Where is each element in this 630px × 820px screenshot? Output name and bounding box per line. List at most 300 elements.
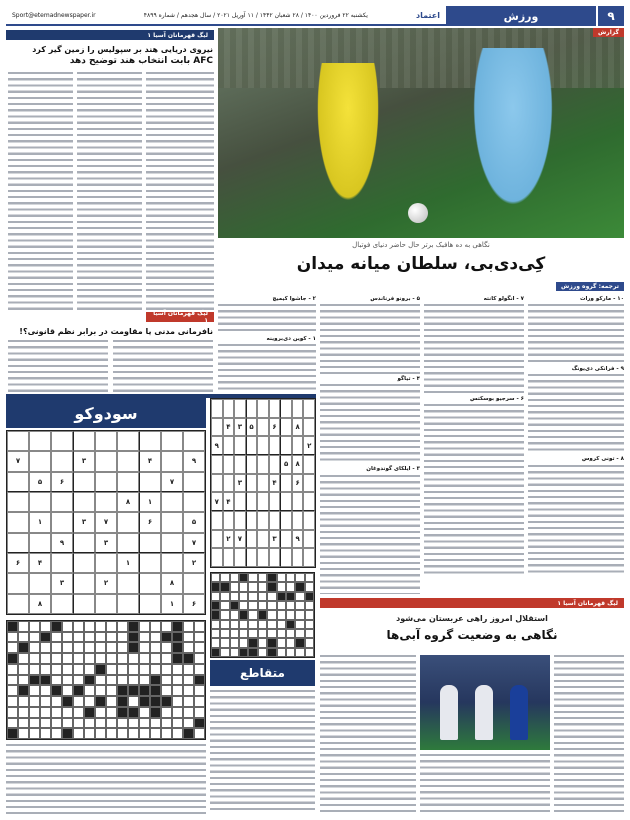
crossword-cell[interactable] — [286, 629, 295, 638]
crossword-cell[interactable] — [73, 707, 84, 718]
crossword-cell[interactable] — [18, 621, 29, 632]
sudoku-cell[interactable]: ۷ — [7, 451, 29, 471]
crossword-cell[interactable] — [194, 696, 205, 707]
crossword-cell[interactable] — [18, 664, 29, 675]
sudoku-cell[interactable] — [95, 492, 117, 512]
crossword-cell[interactable] — [172, 718, 183, 729]
crossword-cell[interactable] — [239, 610, 248, 619]
crossword-cell[interactable] — [29, 653, 40, 664]
crossword-cell[interactable] — [73, 642, 84, 653]
sudoku-cell[interactable]: ۵ — [280, 455, 292, 474]
crossword-cell[interactable] — [211, 582, 220, 591]
sudoku-cell[interactable]: ۹ — [183, 451, 205, 471]
crossword-cell[interactable] — [277, 648, 286, 657]
crossword-cell[interactable] — [277, 610, 286, 619]
crossword-cell[interactable] — [7, 675, 18, 686]
crossword-cell[interactable] — [211, 648, 220, 657]
crossword-cell[interactable] — [84, 675, 95, 686]
sudoku-cell[interactable] — [51, 553, 73, 573]
crossword-cell[interactable] — [51, 653, 62, 664]
sudoku-cell[interactable] — [257, 548, 269, 567]
sudoku-cell[interactable] — [161, 553, 183, 573]
sudoku-cell[interactable]: ۱ — [117, 553, 139, 573]
crossword-cell[interactable] — [295, 573, 304, 582]
crossword-cell[interactable] — [29, 675, 40, 686]
sudoku-cell[interactable] — [73, 472, 95, 492]
crossword-cell[interactable] — [7, 718, 18, 729]
crossword-cell[interactable] — [220, 610, 229, 619]
sudoku-cell[interactable] — [211, 548, 223, 567]
sudoku-cell[interactable] — [29, 451, 51, 471]
crossword-cell[interactable] — [220, 620, 229, 629]
crossword-cell[interactable] — [117, 675, 128, 686]
sudoku-cell[interactable] — [95, 451, 117, 471]
crossword-cell[interactable] — [40, 675, 51, 686]
crossword-cell[interactable] — [29, 632, 40, 643]
sudoku-cell[interactable] — [7, 492, 29, 512]
crossword-cell[interactable] — [248, 620, 257, 629]
sudoku-cell[interactable] — [303, 418, 315, 437]
sudoku-cell[interactable] — [246, 492, 258, 511]
crossword-cell[interactable] — [267, 610, 276, 619]
sudoku-cell[interactable] — [292, 548, 304, 567]
sudoku-cell[interactable] — [280, 530, 292, 549]
sudoku-cell[interactable] — [292, 436, 304, 455]
crossword-cell[interactable] — [139, 728, 150, 739]
crossword-cell[interactable] — [73, 653, 84, 664]
crossword-cell[interactable] — [150, 718, 161, 729]
crossword-cell[interactable] — [150, 621, 161, 632]
crossword-cell[interactable] — [62, 696, 73, 707]
sudoku-grid[interactable] — [6, 430, 206, 615]
sudoku-cell[interactable] — [7, 431, 29, 451]
sudoku-cell[interactable] — [234, 455, 246, 474]
crossword-cell[interactable] — [73, 675, 84, 686]
crossword-cell[interactable] — [211, 610, 220, 619]
crossword-cell[interactable] — [248, 592, 257, 601]
crossword-cell[interactable] — [128, 696, 139, 707]
crossword-cell[interactable] — [230, 648, 239, 657]
sudoku-cell[interactable]: ۶ — [139, 512, 161, 532]
crossword-cell[interactable] — [73, 728, 84, 739]
crossword-cell[interactable] — [230, 582, 239, 591]
crossword-cell[interactable] — [51, 718, 62, 729]
sudoku-cell[interactable]: ۹ — [51, 533, 73, 553]
crossword-cell[interactable] — [286, 573, 295, 582]
sudoku-cell[interactable] — [280, 548, 292, 567]
sudoku-cell[interactable] — [211, 511, 223, 530]
crossword-cell[interactable] — [183, 664, 194, 675]
crossword-cell[interactable] — [73, 664, 84, 675]
crossword-cell[interactable] — [117, 621, 128, 632]
crossword-cell[interactable] — [161, 664, 172, 675]
crossword-cell[interactable] — [211, 629, 220, 638]
crossword-cell[interactable] — [18, 653, 29, 664]
sudoku-cell[interactable]: ۶ — [269, 418, 281, 437]
sudoku-cell[interactable] — [234, 511, 246, 530]
sudoku-cell[interactable] — [257, 474, 269, 493]
crossword-cell[interactable] — [172, 642, 183, 653]
crossword-cell[interactable] — [62, 664, 73, 675]
crossword-cell[interactable] — [211, 573, 220, 582]
crossword-cell[interactable] — [183, 728, 194, 739]
crossword-cell[interactable] — [106, 664, 117, 675]
crossword-cell[interactable] — [172, 664, 183, 675]
crossword-cell[interactable] — [29, 621, 40, 632]
crossword-cell[interactable] — [139, 675, 150, 686]
sudoku-cell[interactable]: ۶ — [51, 472, 73, 492]
sudoku-cell[interactable]: ۱ — [161, 594, 183, 614]
sudoku-cell[interactable]: ۸ — [292, 455, 304, 474]
crossword-cell[interactable] — [106, 621, 117, 632]
sudoku-cell[interactable] — [95, 553, 117, 573]
sudoku-cell[interactable] — [183, 472, 205, 492]
crossword-cell[interactable] — [84, 632, 95, 643]
crossword-cell[interactable] — [62, 642, 73, 653]
sudoku-cell[interactable] — [269, 511, 281, 530]
crossword-cell[interactable] — [117, 718, 128, 729]
crossword-cell[interactable] — [277, 592, 286, 601]
crossword-cell[interactable] — [258, 638, 267, 647]
sudoku-cell[interactable] — [234, 548, 246, 567]
crossword-cell[interactable] — [248, 629, 257, 638]
crossword-cell[interactable] — [248, 610, 257, 619]
crossword-cell[interactable] — [267, 648, 276, 657]
sudoku-cell[interactable] — [280, 399, 292, 418]
crossword-cell[interactable] — [161, 653, 172, 664]
sudoku-cell[interactable]: ۵ — [183, 512, 205, 532]
crossword-cell[interactable] — [84, 685, 95, 696]
sudoku-cell[interactable] — [257, 399, 269, 418]
crossword-cell[interactable] — [18, 632, 29, 643]
sudoku-cell[interactable]: ۲ — [223, 530, 235, 549]
sudoku-cell[interactable]: ۳ — [269, 530, 281, 549]
crossword-cell[interactable] — [286, 582, 295, 591]
sudoku-cell[interactable]: ۳ — [73, 512, 95, 532]
crossword-cell[interactable] — [128, 653, 139, 664]
crossword-cell[interactable] — [51, 685, 62, 696]
crossword-cell[interactable] — [220, 592, 229, 601]
crossword-cell[interactable] — [150, 707, 161, 718]
crossword-cell[interactable] — [172, 675, 183, 686]
crossword-cell[interactable] — [18, 696, 29, 707]
crossword-cell[interactable] — [194, 653, 205, 664]
sudoku-cell[interactable] — [211, 530, 223, 549]
crossword-cell[interactable] — [95, 685, 106, 696]
crossword-cell[interactable] — [95, 696, 106, 707]
sudoku-cell[interactable] — [73, 553, 95, 573]
crossword-cell[interactable] — [29, 728, 40, 739]
crossword-cell[interactable] — [150, 632, 161, 643]
crossword-cell[interactable] — [239, 573, 248, 582]
sudoku-cell[interactable] — [73, 573, 95, 593]
crossword-cell[interactable] — [161, 707, 172, 718]
crossword-cell[interactable] — [161, 685, 172, 696]
sudoku-cell[interactable]: ۶ — [292, 474, 304, 493]
sudoku-cell[interactable]: ۲ — [95, 573, 117, 593]
crossword-cell[interactable] — [230, 610, 239, 619]
crossword-cell[interactable] — [248, 638, 257, 647]
crossword-cell[interactable] — [248, 573, 257, 582]
crossword-cell[interactable] — [267, 573, 276, 582]
crossword-cell[interactable] — [183, 675, 194, 686]
sudoku-cell[interactable] — [234, 492, 246, 511]
sudoku-cell[interactable] — [223, 474, 235, 493]
sudoku-cell[interactable] — [257, 455, 269, 474]
crossword-cell[interactable] — [7, 664, 18, 675]
crossword-cell[interactable] — [183, 642, 194, 653]
crossword-cell[interactable] — [172, 632, 183, 643]
crossword-cell[interactable] — [106, 728, 117, 739]
crossword-cell[interactable] — [305, 573, 314, 582]
sudoku-cell[interactable] — [246, 548, 258, 567]
sudoku-cell[interactable] — [117, 451, 139, 471]
sudoku-cell[interactable] — [29, 533, 51, 553]
crossword-cell[interactable] — [183, 685, 194, 696]
crossword-cell[interactable] — [51, 632, 62, 643]
sudoku-cell[interactable] — [139, 573, 161, 593]
crossword-cell[interactable] — [220, 601, 229, 610]
crossword-cell[interactable] — [18, 707, 29, 718]
sudoku-cell[interactable]: ۴ — [139, 451, 161, 471]
crossword-cell[interactable] — [40, 632, 51, 643]
crossword-cell[interactable] — [18, 642, 29, 653]
crossword-cell[interactable] — [305, 648, 314, 657]
crossword-cell[interactable] — [211, 592, 220, 601]
crossword-cell[interactable] — [277, 573, 286, 582]
sudoku-cell[interactable] — [117, 573, 139, 593]
crossword-cell[interactable] — [150, 653, 161, 664]
crossword-cell[interactable] — [84, 696, 95, 707]
sudoku-cell[interactable] — [139, 472, 161, 492]
crossword-cell[interactable] — [40, 642, 51, 653]
sudoku-cell[interactable] — [223, 399, 235, 418]
crossword-cell[interactable] — [139, 696, 150, 707]
crossword-cell[interactable] — [305, 601, 314, 610]
sudoku-cell[interactable] — [303, 492, 315, 511]
crossword-cell[interactable] — [194, 642, 205, 653]
crossword-cell[interactable] — [172, 728, 183, 739]
sudoku-cell[interactable] — [29, 492, 51, 512]
crossword-cell[interactable] — [305, 620, 314, 629]
crossword-cell[interactable] — [239, 620, 248, 629]
crossword-grid-large[interactable] — [6, 620, 206, 740]
sudoku-cell[interactable]: ۳ — [95, 533, 117, 553]
crossword-cell[interactable] — [295, 610, 304, 619]
crossword-cell[interactable] — [194, 675, 205, 686]
crossword-cell[interactable] — [194, 621, 205, 632]
sudoku-cell[interactable]: ۴ — [223, 492, 235, 511]
crossword-cell[interactable] — [7, 707, 18, 718]
crossword-cell[interactable] — [95, 718, 106, 729]
crossword-cell[interactable] — [95, 728, 106, 739]
section-email[interactable]: Sport@etemadnewspaper.ir — [12, 11, 96, 19]
sudoku-cell[interactable] — [29, 431, 51, 451]
crossword-cell[interactable] — [29, 718, 40, 729]
crossword-cell[interactable] — [172, 621, 183, 632]
crossword-cell[interactable] — [258, 573, 267, 582]
sudoku-cell[interactable] — [95, 431, 117, 451]
crossword-cell[interactable] — [150, 728, 161, 739]
crossword-cell[interactable] — [258, 582, 267, 591]
crossword-cell[interactable] — [139, 621, 150, 632]
crossword-cell[interactable] — [40, 664, 51, 675]
crossword-cell[interactable] — [117, 728, 128, 739]
crossword-cell[interactable] — [7, 728, 18, 739]
sudoku-cell[interactable]: ۷ — [161, 472, 183, 492]
crossword-cell[interactable] — [258, 648, 267, 657]
crossword-cell[interactable] — [40, 728, 51, 739]
sudoku-cell[interactable]: ۹ — [211, 436, 223, 455]
crossword-cell[interactable] — [62, 621, 73, 632]
crossword-cell[interactable] — [95, 642, 106, 653]
crossword-cell[interactable] — [40, 685, 51, 696]
crossword-cell[interactable] — [18, 685, 29, 696]
crossword-cell[interactable] — [305, 582, 314, 591]
sudoku-cell[interactable]: ۵ — [29, 472, 51, 492]
crossword-cell[interactable] — [277, 638, 286, 647]
crossword-cell[interactable] — [73, 632, 84, 643]
crossword-cell[interactable] — [258, 610, 267, 619]
sudoku-cell[interactable] — [183, 431, 205, 451]
crossword-cell[interactable] — [239, 592, 248, 601]
sudoku-cell[interactable] — [7, 594, 29, 614]
sudoku-cell[interactable]: ۱ — [29, 512, 51, 532]
sudoku-cell[interactable] — [95, 472, 117, 492]
crossword-cell[interactable] — [211, 620, 220, 629]
sudoku-cell[interactable] — [223, 511, 235, 530]
crossword-cell[interactable] — [106, 718, 117, 729]
crossword-cell[interactable] — [84, 707, 95, 718]
sudoku-cell[interactable] — [269, 548, 281, 567]
sudoku-cell[interactable] — [73, 594, 95, 614]
crossword-cell[interactable] — [194, 707, 205, 718]
crossword-cell[interactable] — [62, 718, 73, 729]
crossword-cell[interactable] — [51, 728, 62, 739]
crossword-cell[interactable] — [117, 642, 128, 653]
crossword-cell[interactable] — [295, 629, 304, 638]
sudoku-cell[interactable] — [211, 455, 223, 474]
crossword-cell[interactable] — [117, 632, 128, 643]
crossword-cell[interactable] — [286, 610, 295, 619]
sudoku-cell[interactable] — [246, 436, 258, 455]
crossword-cell[interactable] — [286, 648, 295, 657]
crossword-cell[interactable] — [18, 728, 29, 739]
sudoku-cell[interactable] — [269, 492, 281, 511]
sudoku-cell[interactable] — [223, 548, 235, 567]
crossword-cell[interactable] — [62, 685, 73, 696]
crossword-cell[interactable] — [40, 707, 51, 718]
crossword-cell[interactable] — [117, 685, 128, 696]
crossword-cell[interactable] — [239, 629, 248, 638]
crossword-cell[interactable] — [194, 664, 205, 675]
crossword-cell[interactable] — [73, 685, 84, 696]
crossword-cell[interactable] — [248, 582, 257, 591]
sudoku-cell[interactable] — [280, 511, 292, 530]
crossword-cell[interactable] — [139, 653, 150, 664]
crossword-cell[interactable] — [150, 685, 161, 696]
sudoku-cell[interactable] — [269, 455, 281, 474]
sudoku-cell[interactable] — [117, 594, 139, 614]
sudoku-cell[interactable] — [303, 530, 315, 549]
crossword-cell[interactable] — [277, 601, 286, 610]
sudoku-cell[interactable] — [7, 512, 29, 532]
crossword-cell[interactable] — [62, 707, 73, 718]
crossword-cell[interactable] — [305, 629, 314, 638]
sudoku-cell[interactable] — [139, 553, 161, 573]
sudoku-cell[interactable] — [280, 418, 292, 437]
crossword-cell[interactable] — [239, 638, 248, 647]
sudoku-cell[interactable] — [223, 436, 235, 455]
sudoku-cell[interactable] — [257, 530, 269, 549]
sudoku-cell[interactable] — [211, 418, 223, 437]
crossword-cell[interactable] — [51, 664, 62, 675]
sudoku-cell[interactable] — [117, 472, 139, 492]
crossword-cell[interactable] — [139, 685, 150, 696]
sudoku-cell[interactable] — [303, 548, 315, 567]
crossword-cell[interactable] — [172, 696, 183, 707]
sudoku-cell[interactable]: ۴ — [29, 553, 51, 573]
sudoku-cell[interactable]: ۳ — [73, 451, 95, 471]
crossword-cell[interactable] — [295, 601, 304, 610]
sudoku-cell[interactable] — [246, 530, 258, 549]
crossword-cell[interactable] — [84, 653, 95, 664]
crossword-cell[interactable] — [84, 718, 95, 729]
crossword-cell[interactable] — [106, 675, 117, 686]
sudoku-cell[interactable] — [7, 533, 29, 553]
crossword-cell[interactable] — [150, 664, 161, 675]
sudoku-cell[interactable] — [161, 431, 183, 451]
crossword-cell[interactable] — [172, 653, 183, 664]
sudoku-cell[interactable] — [211, 399, 223, 418]
crossword-cell[interactable] — [277, 582, 286, 591]
sudoku-cell[interactable] — [303, 474, 315, 493]
crossword-cell[interactable] — [95, 707, 106, 718]
sudoku-cell[interactable]: ۶ — [183, 594, 205, 614]
crossword-cell[interactable] — [128, 718, 139, 729]
sudoku-cell[interactable] — [7, 573, 29, 593]
crossword-cell[interactable] — [267, 638, 276, 647]
crossword-cell[interactable] — [183, 707, 194, 718]
crossword-cell[interactable] — [106, 653, 117, 664]
sudoku-cell[interactable] — [51, 512, 73, 532]
crossword-cell[interactable] — [277, 620, 286, 629]
crossword-cell[interactable] — [117, 653, 128, 664]
crossword-cell[interactable] — [161, 728, 172, 739]
crossword-cell[interactable] — [40, 696, 51, 707]
crossword-cell[interactable] — [230, 629, 239, 638]
crossword-cell[interactable] — [183, 653, 194, 664]
crossword-cell[interactable] — [295, 638, 304, 647]
crossword-cell[interactable] — [128, 675, 139, 686]
sudoku-cell[interactable]: ۲ — [303, 436, 315, 455]
crossword-cell[interactable] — [95, 653, 106, 664]
sudoku-grid-two[interactable] — [210, 398, 316, 568]
crossword-cell[interactable] — [161, 718, 172, 729]
crossword-cell[interactable] — [128, 632, 139, 643]
crossword-cell[interactable] — [230, 620, 239, 629]
sudoku-cell[interactable] — [161, 492, 183, 512]
sudoku-cell[interactable] — [257, 436, 269, 455]
crossword-cell[interactable] — [267, 620, 276, 629]
crossword-cell[interactable] — [62, 632, 73, 643]
crossword-cell[interactable] — [51, 707, 62, 718]
sudoku-cell[interactable] — [246, 399, 258, 418]
sudoku-cell[interactable] — [139, 431, 161, 451]
crossword-cell[interactable] — [139, 718, 150, 729]
crossword-cell[interactable] — [84, 642, 95, 653]
sudoku-cell[interactable] — [211, 474, 223, 493]
